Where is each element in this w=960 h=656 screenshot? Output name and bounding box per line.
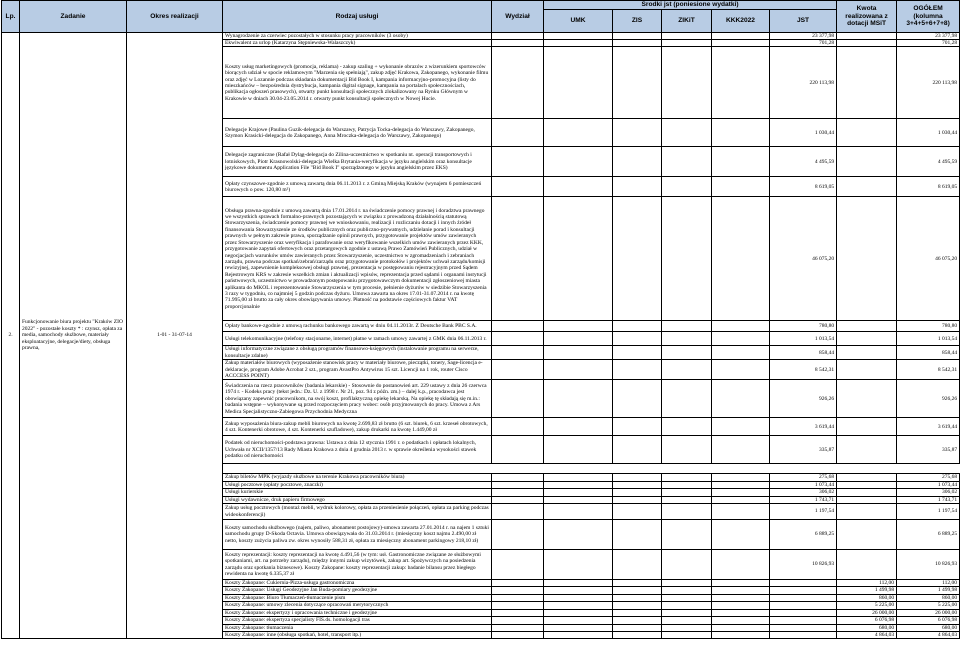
- zis-cell: [613, 47, 662, 119]
- zikit-cell: [662, 594, 712, 601]
- total-value: 3 619,44: [897, 418, 960, 436]
- kwota-value: [837, 474, 897, 481]
- zikit-cell: [662, 580, 712, 587]
- kwota-value: [837, 197, 897, 321]
- zis-cell: [613, 474, 662, 481]
- kkk-cell: [712, 474, 770, 481]
- zikit-cell: [662, 550, 712, 580]
- header-jst: JST: [770, 9, 837, 32]
- total-value: 4 864,03: [897, 631, 960, 638]
- kwota-value: [837, 147, 897, 177]
- wydzial-cell: [492, 47, 544, 119]
- umk-cell: [544, 197, 613, 321]
- zikit-cell: [662, 436, 712, 464]
- jst-value: [770, 580, 837, 587]
- umk-cell: [544, 587, 613, 594]
- header-wydzial: Wydział: [492, 1, 544, 33]
- kwota-value: [837, 119, 897, 147]
- service-description: Koszty Zakopane: ekspertyza specjalisty FIS.ds. homologacji tras: [223, 617, 492, 624]
- total-value: 701,28: [897, 40, 960, 47]
- kwota-value: 6 076,98: [837, 617, 897, 624]
- wydzial-cell: [492, 609, 544, 616]
- zikit-cell: [662, 602, 712, 609]
- zikit-cell: [662, 609, 712, 616]
- total-value: 780,80: [897, 321, 960, 332]
- service-description: Usługi informatyczne związane z obsługą programów finansowo-księgowych (instalowanie programu na serwerze, konsultacje zdalne): [223, 346, 492, 360]
- umk-cell: [544, 40, 613, 47]
- wydzial-cell: [492, 496, 544, 503]
- zis-cell: [613, 520, 662, 550]
- total-value: 26 000,00: [897, 609, 960, 616]
- kkk-cell: [712, 504, 770, 520]
- total-value: 1 013,54: [897, 332, 960, 346]
- total-value: 680,00: [897, 624, 960, 631]
- zikit-cell: [662, 197, 712, 321]
- header-ogolem: OGÓŁEM (kolumna 3+4+5+6+7+8): [897, 1, 960, 33]
- zikit-cell: [662, 489, 712, 496]
- umk-cell: [544, 119, 613, 147]
- jst-value: 10 826,93: [770, 550, 837, 580]
- jst-value: [770, 609, 837, 616]
- header-lp: Lp.: [2, 1, 20, 33]
- wydzial-cell: [492, 587, 544, 594]
- kwota-value: 1 499,98: [837, 587, 897, 594]
- zikit-cell: [662, 119, 712, 147]
- zikit-cell: [662, 624, 712, 631]
- total-value: 275,68: [897, 474, 960, 481]
- jst-value: [770, 624, 837, 631]
- jst-value: 46 075,20: [770, 197, 837, 321]
- kkk-cell: [712, 47, 770, 119]
- umk-cell: [544, 346, 613, 360]
- umk-cell: [544, 436, 613, 464]
- umk-cell: [544, 32, 613, 39]
- service-description: Podatek od nieruchomości-podstawa prawna: Ustawa z dnia 12 stycznia 1991 r. o podatkach i opłatach lokalnych, Uchwała nr XCII/1357/13 Rady Miasta Krakowa z dnia 4 grudnia 2013 r. w sprawie określenia wysokości stawek podatku od nieruchomości: [223, 436, 492, 464]
- zikit-cell: [662, 481, 712, 488]
- kkk-cell: [712, 602, 770, 609]
- kkk-cell: [712, 346, 770, 360]
- zikit-cell: [662, 147, 712, 177]
- wydzial-cell: [492, 197, 544, 321]
- umk-cell: [544, 474, 613, 481]
- umk-cell: [544, 47, 613, 119]
- kkk-cell: [712, 119, 770, 147]
- total-value: 6 889,25: [897, 520, 960, 550]
- kwota-value: [837, 520, 897, 550]
- kkk-cell: [712, 609, 770, 616]
- service-description: Koszty reprezentacji: koszty reprezentacji na kwotę 4.491,56 (w tym: usł. Gastronomiczne związane ze służbowymi spotkaniami, art. na potrzeby zarządu), między innymi zakup wizytówek, zakup art. Spożywczych na posiedzenia zarządu oraz spotkania biznesowe). Koszty Zakopane: koszty reprezentacji zakup: badanie bilansu przez biegłego rewidenta na kwotę 6.335,37 zł: [223, 550, 492, 580]
- kkk-cell: [712, 436, 770, 464]
- service-description: Zakup usług pocztowych (montaż mebli, wydruk kolorowy, opłata za przeniesienie połączeń, opłata za parking podczas wideokonferencji): [223, 504, 492, 520]
- kwota-value: [837, 380, 897, 418]
- zikit-cell: [662, 504, 712, 520]
- zikit-cell: [662, 418, 712, 436]
- table-row: [2, 32, 960, 39]
- zis-cell: [613, 321, 662, 332]
- spacer-cell: [223, 464, 960, 474]
- wydzial-cell: [492, 617, 544, 624]
- umk-cell: [544, 594, 613, 601]
- wydzial-cell: [492, 489, 544, 496]
- kkk-cell: [712, 624, 770, 631]
- service-description: Obsługa prawna-zgodnie z umową zawartą dnia 17.01.2014 r. na świadczenie pomocy prawnej i doradztwa prawnego we wszystkich sprawach formalno-prawnych pozostających w związku z prowadzoną działalnością statutową Stowarzyszenia, świadczenie pomocy prawnej we wnioskowaniu, realizacji i rozliczaniu dotacji i innych źródeł finansowania Stowarzyszenie ze środków publicznych oraz publiczno-prywatnych, udzielanie porad i konsultacji prawnych w pełnym zakresie prawa, sporządzanie opinii prawnych, przygotowanie projektów umów zawieranych przez Stowarzyszenie oraz weryfikacja i parafowanie oraz weryfikowanie wszelkich umów zawieranych przez KKK, przygotowanie zapytań ofertowych oraz przetargowych zgodnie z ustawą Prawo Zamówień Publicznych, udział w negocjacjach warunków umów zawieranych przez Stowarzyszenie, uczestnictwo w zgromadzeniach i zebraniach zarządu, prawna podczas spotkań/zebrań/zarządu oraz przygotowanie protokołów i projektów uchwał zarządu/komisji rewizyjnej, zapewnienie kompleksowej obsługi prawnej, prezentacja w postępowaniu rejestracyjnym przed Sądem Rejestrowym KRS w zakresie wszelkich zmian i aktualizacji wpisów, reprezentacja przed sądami i organami instytucji państwowych, uczestnictwo w prowadzonym postępowaniu przygotowawczym dokumentacji zgłoszeniowej miasta aplikanta do MKOL i reprezentowanie Stowarzyszenia w tym procesie, pełnienie dyżurów w siedzibie Stowarzyszenia 3 razy w tygodniu, co najmniej 5 godzin podczas dyżuru. Umowa zawarta na okres 17.01-31.07.2014 r. na kwotę 71.995,00 zł brutto za cały okres obowiązywania umowy. Płatność na podstawie częściowych faktur VAT proporcjonalnie: [223, 197, 492, 321]
- kwota-value: [837, 47, 897, 119]
- umk-cell: [544, 481, 613, 488]
- service-description: Koszty Zakopane: inne (obsługa spotkań, hotel, transport itp.): [223, 631, 492, 638]
- wydzial-cell: [492, 418, 544, 436]
- kkk-cell: [712, 418, 770, 436]
- zis-cell: [613, 631, 662, 638]
- service-description: Koszty samochodu służbowego (najem, paliwo, abonament postojowy)-umowa zawarta 27.01.2014 r. na najem 1 sztuki samochodu grupy D-Skoda Octavia. Umowa obowiązywała do 31.03.2014 r. (miesięczny koszt najmu 2.490,00 zł netto, koszty zużycia paliwa zw. okres wynosiły 588,31 zł, opłata za miesięczny abonament parkingowy 218,10 zł): [223, 520, 492, 550]
- jst-value: 780,80: [770, 321, 837, 332]
- kwota-value: [837, 360, 897, 380]
- kwota-value: [837, 504, 897, 520]
- kkk-cell: [712, 631, 770, 638]
- kkk-cell: [712, 321, 770, 332]
- kkk-cell: [712, 587, 770, 594]
- task-zadanie: Funkcjonowanie biura projektu "Kraków ZIO 2022" - pozostałe koszty * : czynsz, opłata za media, samochody służbowe, materiały eksploatacyjne, delegacje/diety, obsługa prawna,: [20, 32, 127, 639]
- umk-cell: [544, 504, 613, 520]
- umk-cell: [544, 617, 613, 624]
- service-description: Usługi kurierskie: [223, 489, 492, 496]
- umk-cell: [544, 520, 613, 550]
- service-description: Koszty Zakopane: umowy zlecenia dotyczące opracowań merytorycznych: [223, 602, 492, 609]
- header-kwota: Kwota realizowana z dotacji MSiT: [837, 1, 897, 33]
- umk-cell: [544, 609, 613, 616]
- wydzial-cell: [492, 380, 544, 418]
- total-value: 23 377,98: [897, 32, 960, 39]
- header-zikit: ZIKiT: [662, 9, 712, 32]
- service-description: Usługi wydawnicze, druk papieru firmowego: [223, 496, 492, 503]
- jst-value: [770, 631, 837, 638]
- wydzial-cell: [492, 360, 544, 380]
- wydzial-cell: [492, 32, 544, 39]
- wydzial-cell: [492, 504, 544, 520]
- service-description: Usługi pocztowe (opłaty pocztowe, znaczki): [223, 481, 492, 488]
- service-description: Zakup biletów MPK (wyjazdy służbowe na terenie Krakowa pracowników biura): [223, 474, 492, 481]
- service-description: Koszty Zakopane: Biuro Tłumaczeń-tłumaczenie pism: [223, 594, 492, 601]
- kkk-cell: [712, 617, 770, 624]
- wydzial-cell: [492, 40, 544, 47]
- kwota-value: [837, 481, 897, 488]
- kwota-value: [837, 418, 897, 436]
- zikit-cell: [662, 617, 712, 624]
- kwota-value: [837, 321, 897, 332]
- kkk-cell: [712, 380, 770, 418]
- umk-cell: [544, 147, 613, 177]
- total-value: 6 076,98: [897, 617, 960, 624]
- wydzial-cell: [492, 594, 544, 601]
- service-description: Wynagrodzenie za czerwiec pozostałych w stosunku pracy pracowników (3 osoby): [223, 32, 492, 39]
- kkk-cell: [712, 32, 770, 39]
- zis-cell: [613, 624, 662, 631]
- service-description: Usługi telekomunikacyjne (telefony stacjonarne, internet) płatne w ramach umowy zawartej z GMK dnia 06.11.2013 r.: [223, 332, 492, 346]
- header-rodzaj: Rodzaj usługi: [223, 1, 492, 33]
- umk-cell: [544, 550, 613, 580]
- service-description: Ekwiwalent za urlop (Katarzyna Stępniewska-Walaszczyk): [223, 40, 492, 47]
- service-description: Koszty Zakopane: tłumaczenia: [223, 624, 492, 631]
- kkk-cell: [712, 177, 770, 197]
- total-value: 926,26: [897, 380, 960, 418]
- service-description: Zakup materiałów biurowych (wyposażenie stanowisk pracy w materiały biurowe, pieczątki, tonery, Sage-licencja e-deklaracje, program Adobe Acrobat 2 szt., program AvastPro Antywirus 15 szt. Licencji na 1 rok, router Cisco ACCCESS POINT): [223, 360, 492, 380]
- service-description: Koszty Zakopane: Usługi Geodezyjne Jan Buda-pomiary geodezyjne: [223, 587, 492, 594]
- wydzial-cell: [492, 119, 544, 147]
- jst-value: 8 542,31: [770, 360, 837, 380]
- zis-cell: [613, 197, 662, 321]
- zikit-cell: [662, 47, 712, 119]
- umk-cell: [544, 321, 613, 332]
- total-value: 860,00: [897, 594, 960, 601]
- total-value: 10 826,93: [897, 550, 960, 580]
- jst-value: 335,87: [770, 436, 837, 464]
- zis-cell: [613, 602, 662, 609]
- jst-value: 1 013,54: [770, 332, 837, 346]
- wydzial-cell: [492, 147, 544, 177]
- jst-value: 1 030,44: [770, 119, 837, 147]
- total-value: 1 743,71: [897, 496, 960, 503]
- total-value: 1 499,98: [897, 587, 960, 594]
- zikit-cell: [662, 520, 712, 550]
- jst-value: 8 619,05: [770, 177, 837, 197]
- kkk-cell: [712, 360, 770, 380]
- service-description: Koszty usług marketingowych (promocja, reklama) - zakup szaliug + wykonanie obrazów z wizerunkiem sportowców biorących udział w spocie reklamowym "Marzenia się spełniają", zakup zdjęć Krakowa, Zakopanego, wykonanie filmu oraz zdjęć w Lozannie podczas składania dokumentacji Bid Book I, kampania informacyjno-promocyjna (listy do mieszkańców – bezpośrednia dystrybucja, kampania digital signage, kampania na portalach społecznościach, publikacja ogłoszeń prasowych), otwarty punkt konsultacji społecznych zlokalizowany na Rynku Głównym w Krakowie w dniach 30.04-23.05.2014 r. otwarty punkt konsultacji społecznych w Nowej Hucie.: [223, 47, 492, 119]
- jst-value: 306,02: [770, 489, 837, 496]
- total-value: 4 495,59: [897, 147, 960, 177]
- umk-cell: [544, 496, 613, 503]
- funding-table: [1, 0, 960, 639]
- service-description: Świadczenia na rzecz pracowników (badania lekarskie) - Stosownie do postanowień art. 229 ustawy z dnia 26 czerwca 1974 r. - Kodeks pracy (tekst jedn.: Dz. U. z 1998 r. Nr 21, poz. 94 z późn. zm.) – dalej k.p., pracodawca jest obowiązany zapewnić pracownikom, na swój koszt, profilaktyczną opiekę lekarską. Na opiekę tę składają się m.in.: badania wstępne – wykonywane są przed rozpoczęciem pracy wobec: osób przyjmowanych do pracy. Umowa z Ars Medica Specjalistyczno-Zabiegowa Przychodnia Medyczna: [223, 380, 492, 418]
- zikit-cell: [662, 346, 712, 360]
- umk-cell: [544, 418, 613, 436]
- zis-cell: [613, 580, 662, 587]
- total-value: 1 197,54: [897, 504, 960, 520]
- kkk-cell: [712, 580, 770, 587]
- zikit-cell: [662, 32, 712, 39]
- kwota-value: [837, 436, 897, 464]
- umk-cell: [544, 380, 613, 418]
- kkk-cell: [712, 147, 770, 177]
- kwota-value: [837, 489, 897, 496]
- service-description: Delegacje Krajowe (Paulina Guzik-delegacja do Warszawy, Patrycja Tocka-delegacja do Warszawy, Zakopanego, Szymon Krasicki-delegacja do Zakopanego, Anna Mroczka-delegacja do Warszawy, Zakopanego): [223, 119, 492, 147]
- umk-cell: [544, 624, 613, 631]
- table-header: [2, 1, 960, 33]
- wydzial-cell: [492, 321, 544, 332]
- jst-value: 1 743,71: [770, 496, 837, 503]
- service-description: Delegacje zagraniczne (Rafał Dyląg-delegacja do Zilina-uczestnictwo w spotkaniu nt. operacji transportowych i lotniskowych, Piotr Krasnowolski-delegacja Wielka Brytania-weryfikacja w języku angielskim oraz konsultacje językowe dokumentu Application File "Bid Book I" sporządzonego w języku angielskim przez EKS): [223, 147, 492, 177]
- service-description: Opłaty bankowe-zgodnie z umową rachunku bankowego zawartą w dniu 04.11.2013r. Z Deutsche Bank PBC S.A.: [223, 321, 492, 332]
- zis-cell: [613, 332, 662, 346]
- zis-cell: [613, 504, 662, 520]
- wydzial-cell: [492, 580, 544, 587]
- zis-cell: [613, 550, 662, 580]
- kwota-value: 26 000,00: [837, 609, 897, 616]
- jst-value: 1 073,44: [770, 481, 837, 488]
- zis-cell: [613, 346, 662, 360]
- zis-cell: [613, 609, 662, 616]
- zis-cell: [613, 587, 662, 594]
- zis-cell: [613, 380, 662, 418]
- zis-cell: [613, 594, 662, 601]
- zis-cell: [613, 418, 662, 436]
- kwota-value: [837, 332, 897, 346]
- zis-cell: [613, 481, 662, 488]
- umk-cell: [544, 602, 613, 609]
- total-value: 335,87: [897, 436, 960, 464]
- zis-cell: [613, 496, 662, 503]
- zis-cell: [613, 177, 662, 197]
- zis-cell: [613, 119, 662, 147]
- wydzial-cell: [492, 550, 544, 580]
- header-kkk: KKK2022: [712, 9, 770, 32]
- total-value: 1 073,44: [897, 481, 960, 488]
- zikit-cell: [662, 177, 712, 197]
- jst-value: 1 197,54: [770, 504, 837, 520]
- jst-value: 6 889,25: [770, 520, 837, 550]
- zis-cell: [613, 617, 662, 624]
- zis-cell: [613, 436, 662, 464]
- service-description: Zakup wyposażenia biura-zakup mebli biurowych na kwotę 2.699,83 zł brutto (6 szt. biurek, 6 szt. krzeseł obrotowych, 4 szt. Kontenerki obrotowe, 4 szt. Kontenerki szufladowe), zakup drukarki na kwotę 1.449,00 zł: [223, 418, 492, 436]
- service-description: Koszty Zakopane: Cukiernia-Pizza-usługa gastronomiczna: [223, 580, 492, 587]
- jst-value: 220 113,98: [770, 47, 837, 119]
- header-zadanie: Zadanie: [20, 1, 127, 33]
- zikit-cell: [662, 360, 712, 380]
- jst-value: [770, 594, 837, 601]
- jst-value: 275,68: [770, 474, 837, 481]
- umk-cell: [544, 177, 613, 197]
- kkk-cell: [712, 481, 770, 488]
- kkk-cell: [712, 496, 770, 503]
- kwota-value: 112,00: [837, 580, 897, 587]
- total-value: 8 542,31: [897, 360, 960, 380]
- zikit-cell: [662, 631, 712, 638]
- kwota-value: [837, 346, 897, 360]
- total-value: 306,02: [897, 489, 960, 496]
- total-value: 220 113,98: [897, 47, 960, 119]
- jst-value: [770, 602, 837, 609]
- jst-value: [770, 587, 837, 594]
- jst-value: 3 619,44: [770, 418, 837, 436]
- wydzial-cell: [492, 332, 544, 346]
- zis-cell: [613, 489, 662, 496]
- jst-value: 701,28: [770, 40, 837, 47]
- wydzial-cell: [492, 436, 544, 464]
- kkk-cell: [712, 332, 770, 346]
- kkk-cell: [712, 594, 770, 601]
- wydzial-cell: [492, 520, 544, 550]
- zikit-cell: [662, 40, 712, 47]
- header-okres: Okres realizacji: [127, 1, 223, 33]
- umk-cell: [544, 489, 613, 496]
- wydzial-cell: [492, 481, 544, 488]
- kwota-value: [837, 40, 897, 47]
- wydzial-cell: [492, 631, 544, 638]
- kwota-value: [837, 32, 897, 39]
- kkk-cell: [712, 197, 770, 321]
- kwota-value: [837, 177, 897, 197]
- jst-value: [770, 617, 837, 624]
- zikit-cell: [662, 380, 712, 418]
- kwota-value: 860,00: [837, 594, 897, 601]
- kwota-value: [837, 496, 897, 503]
- task-okres: 1-01 - 31-07-14: [127, 32, 223, 639]
- total-value: 1 030,44: [897, 119, 960, 147]
- service-description: Opłaty czynszowe-zgodnie z umową zawartą dnia 06.11.2013 r. z Gminą Miejską Kraków (wynajem 6 pomieszczeń biurowych o pow. 120,80 m²): [223, 177, 492, 197]
- zikit-cell: [662, 587, 712, 594]
- total-value: 46 075,20: [897, 197, 960, 321]
- kwota-value: 5 225,00: [837, 602, 897, 609]
- jst-value: 858,44: [770, 346, 837, 360]
- wydzial-cell: [492, 177, 544, 197]
- total-value: 8 619,05: [897, 177, 960, 197]
- zis-cell: [613, 360, 662, 380]
- umk-cell: [544, 332, 613, 346]
- kwota-value: 680,00: [837, 624, 897, 631]
- zikit-cell: [662, 496, 712, 503]
- jst-value: 23 377,98: [770, 32, 837, 39]
- table-body: [2, 32, 960, 639]
- wydzial-cell: [492, 474, 544, 481]
- wydzial-cell: [492, 624, 544, 631]
- kkk-cell: [712, 489, 770, 496]
- jst-value: 4 495,59: [770, 147, 837, 177]
- zikit-cell: [662, 321, 712, 332]
- header-srodki-group: Środki jst (poniesione wydatki): [544, 1, 837, 10]
- zikit-cell: [662, 474, 712, 481]
- umk-cell: [544, 580, 613, 587]
- kkk-cell: [712, 520, 770, 550]
- kkk-cell: [712, 40, 770, 47]
- wydzial-cell: [492, 602, 544, 609]
- kkk-cell: [712, 550, 770, 580]
- kwota-value: [837, 550, 897, 580]
- service-description: Koszty Zakopane: ekspertyzy i opracowania techniczne i geodezyjne: [223, 609, 492, 616]
- wydzial-cell: [492, 346, 544, 360]
- zis-cell: [613, 32, 662, 39]
- header-zis: ZIS: [613, 9, 662, 32]
- kwota-value: 4 864,03: [837, 631, 897, 638]
- zis-cell: [613, 147, 662, 177]
- jst-value: 926,26: [770, 380, 837, 418]
- total-value: 858,44: [897, 346, 960, 360]
- zikit-cell: [662, 332, 712, 346]
- umk-cell: [544, 631, 613, 638]
- total-value: 112,00: [897, 580, 960, 587]
- umk-cell: [544, 360, 613, 380]
- header-umk: UMK: [544, 9, 613, 32]
- total-value: 5 225,00: [897, 602, 960, 609]
- zis-cell: [613, 40, 662, 47]
- task-lp: 2.: [2, 32, 20, 639]
